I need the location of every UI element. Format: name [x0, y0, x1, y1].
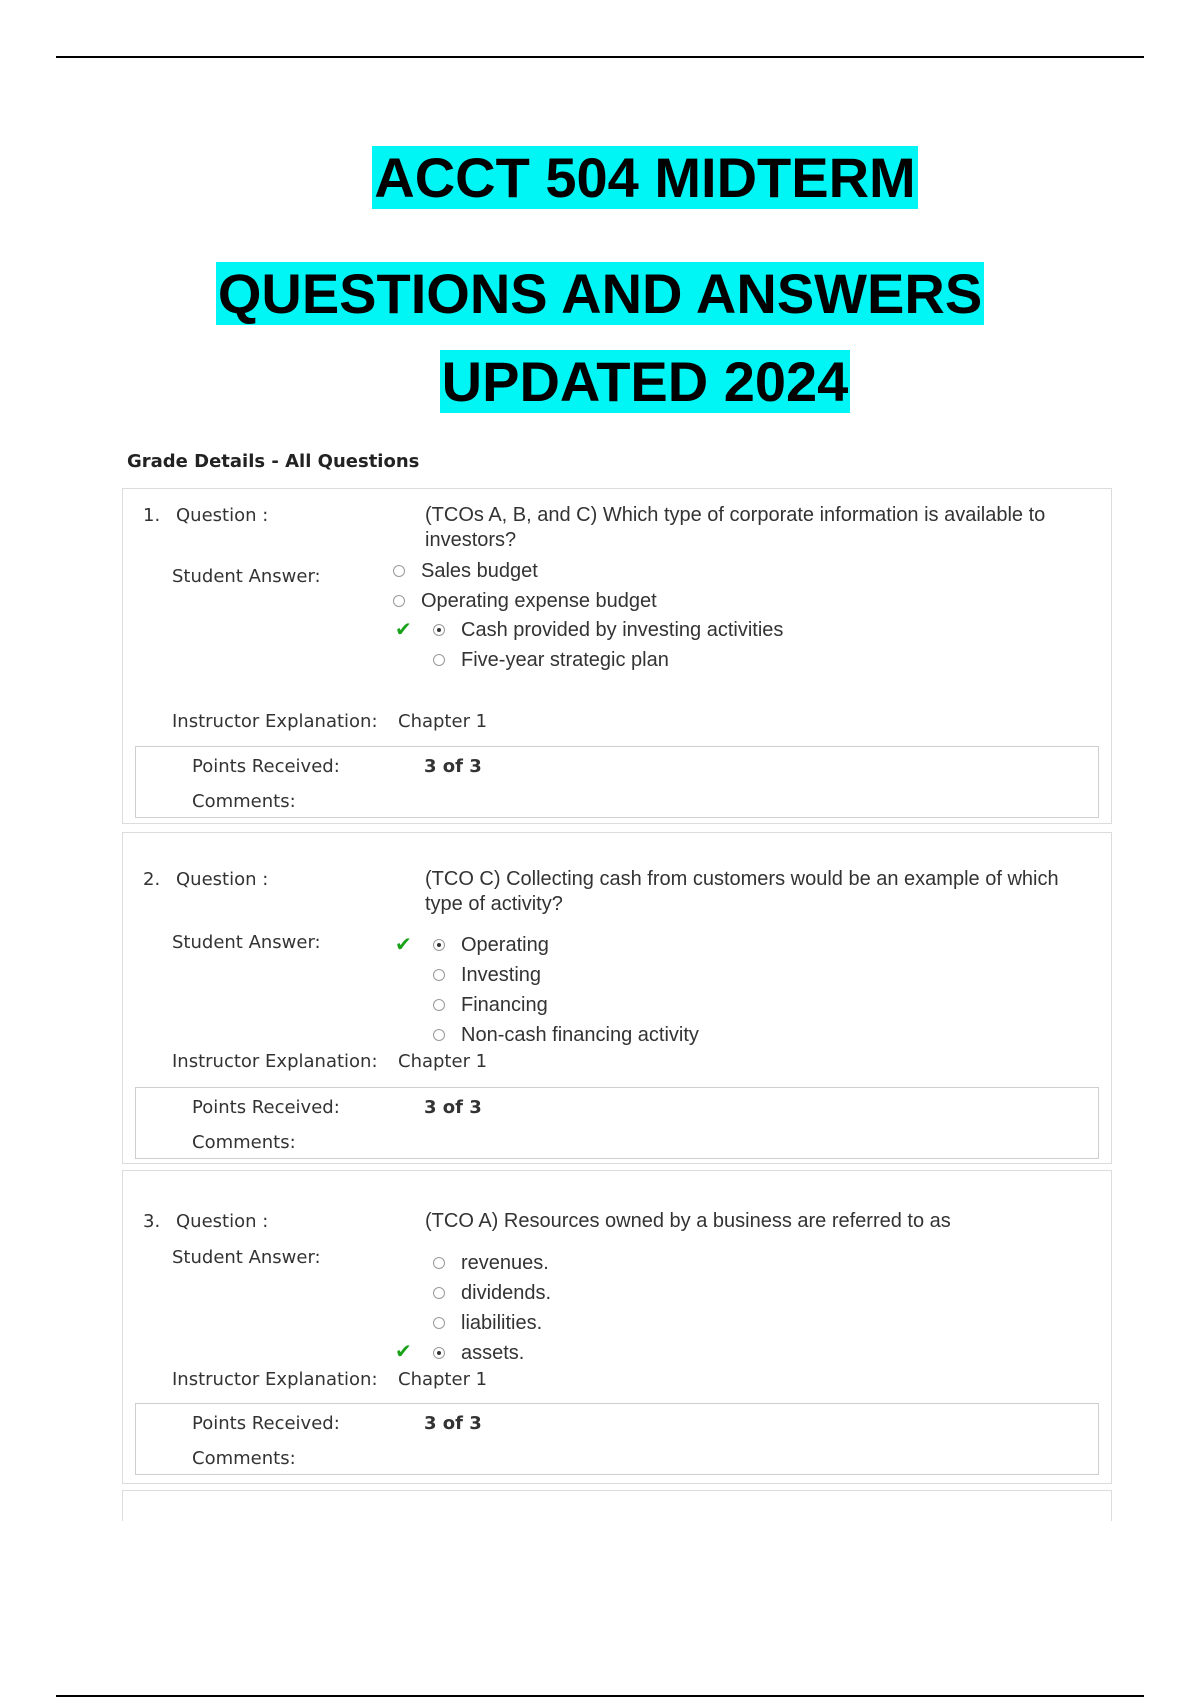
answer-option[interactable]: Sales budget — [393, 557, 538, 585]
radio-unselected-icon[interactable] — [393, 595, 405, 607]
instructor-explanation-value: Chapter 1 — [398, 711, 488, 732]
radio-unselected-icon[interactable] — [433, 1257, 445, 1269]
answer-option-selected[interactable]: Cash provided by investing activities — [433, 616, 783, 644]
comments-label: Comments: — [192, 1132, 296, 1153]
radio-selected-icon[interactable] — [433, 939, 445, 951]
question-number: 1. — [143, 505, 161, 526]
points-received-value: 3 of 3 — [424, 756, 482, 777]
question-text: (TCO A) Resources owned by a business are referred to as — [425, 1210, 951, 1232]
question-label: Question : — [176, 1211, 269, 1232]
points-received-label: Points Received: — [192, 1097, 340, 1118]
question-panel-3 — [122, 1170, 1112, 1484]
points-box — [135, 1403, 1099, 1475]
comments-label: Comments: — [192, 1448, 296, 1469]
student-answer-label: Student Answer: — [172, 1247, 321, 1268]
radio-unselected-icon[interactable] — [433, 969, 445, 981]
grade-details-heading: Grade Details - All Questions — [127, 451, 420, 472]
student-answer-label: Student Answer: — [172, 932, 321, 953]
answer-option-selected[interactable]: assets. — [433, 1339, 524, 1367]
answer-option[interactable]: Investing — [433, 961, 541, 989]
answer-option[interactable]: Operating expense budget — [393, 587, 657, 615]
instructor-explanation-label: Instructor Explanation: — [172, 1051, 378, 1072]
top-rule — [56, 56, 1144, 58]
comments-label: Comments: — [192, 791, 296, 812]
answer-option[interactable]: liabilities. — [433, 1309, 542, 1337]
answer-option[interactable]: Five-year strategic plan — [433, 646, 669, 674]
instructor-explanation-value: Chapter 1 — [398, 1051, 488, 1072]
answer-option[interactable]: revenues. — [433, 1249, 549, 1277]
answer-option-selected[interactable]: Operating — [433, 931, 549, 959]
radio-unselected-icon[interactable] — [433, 654, 445, 666]
radio-selected-icon[interactable] — [433, 624, 445, 636]
points-box — [135, 1087, 1099, 1159]
question-text: (TCOs A, B, and C) Which type of corporate information is available to investors? — [425, 504, 1046, 551]
points-received-value: 3 of 3 — [424, 1097, 482, 1118]
correct-check-icon: ✔ — [395, 932, 412, 956]
next-question-panel-edge — [122, 1490, 1112, 1521]
radio-selected-icon[interactable] — [433, 1347, 445, 1359]
question-text: (TCO C) Collecting cash from customers would be an example of which type of activity? — [425, 868, 1059, 915]
question-label: Question : — [176, 505, 269, 526]
radio-unselected-icon[interactable] — [433, 1317, 445, 1329]
radio-unselected-icon[interactable] — [433, 1029, 445, 1041]
title-line-2: QUESTIONS AND ANSWERS — [217, 262, 983, 325]
answer-option[interactable]: Financing — [433, 991, 548, 1019]
question-number: 2. — [143, 869, 161, 890]
question-number: 3. — [143, 1211, 161, 1232]
bottom-rule — [56, 1695, 1144, 1697]
correct-check-icon: ✔ — [395, 1339, 412, 1363]
radio-unselected-icon[interactable] — [433, 999, 445, 1011]
answer-option[interactable]: Non-cash financing activity — [433, 1021, 699, 1049]
radio-unselected-icon[interactable] — [393, 565, 405, 577]
instructor-explanation-value: Chapter 1 — [398, 1369, 488, 1390]
question-panel-2 — [122, 832, 1112, 1164]
question-label: Question : — [176, 869, 269, 890]
student-answer-label: Student Answer: — [172, 566, 321, 587]
title-line-3: UPDATED 2024 — [441, 350, 849, 413]
instructor-explanation-label: Instructor Explanation: — [172, 1369, 378, 1390]
points-received-label: Points Received: — [192, 756, 340, 777]
points-box — [135, 746, 1099, 818]
title-line-1: ACCT 504 MIDTERM — [374, 146, 916, 209]
radio-unselected-icon[interactable] — [433, 1287, 445, 1299]
points-received-value: 3 of 3 — [424, 1413, 482, 1434]
answer-option[interactable]: dividends. — [433, 1279, 551, 1307]
correct-check-icon: ✔ — [395, 617, 412, 641]
question-panel-1 — [122, 488, 1112, 824]
points-received-label: Points Received: — [192, 1413, 340, 1434]
instructor-explanation-label: Instructor Explanation: — [172, 711, 378, 732]
